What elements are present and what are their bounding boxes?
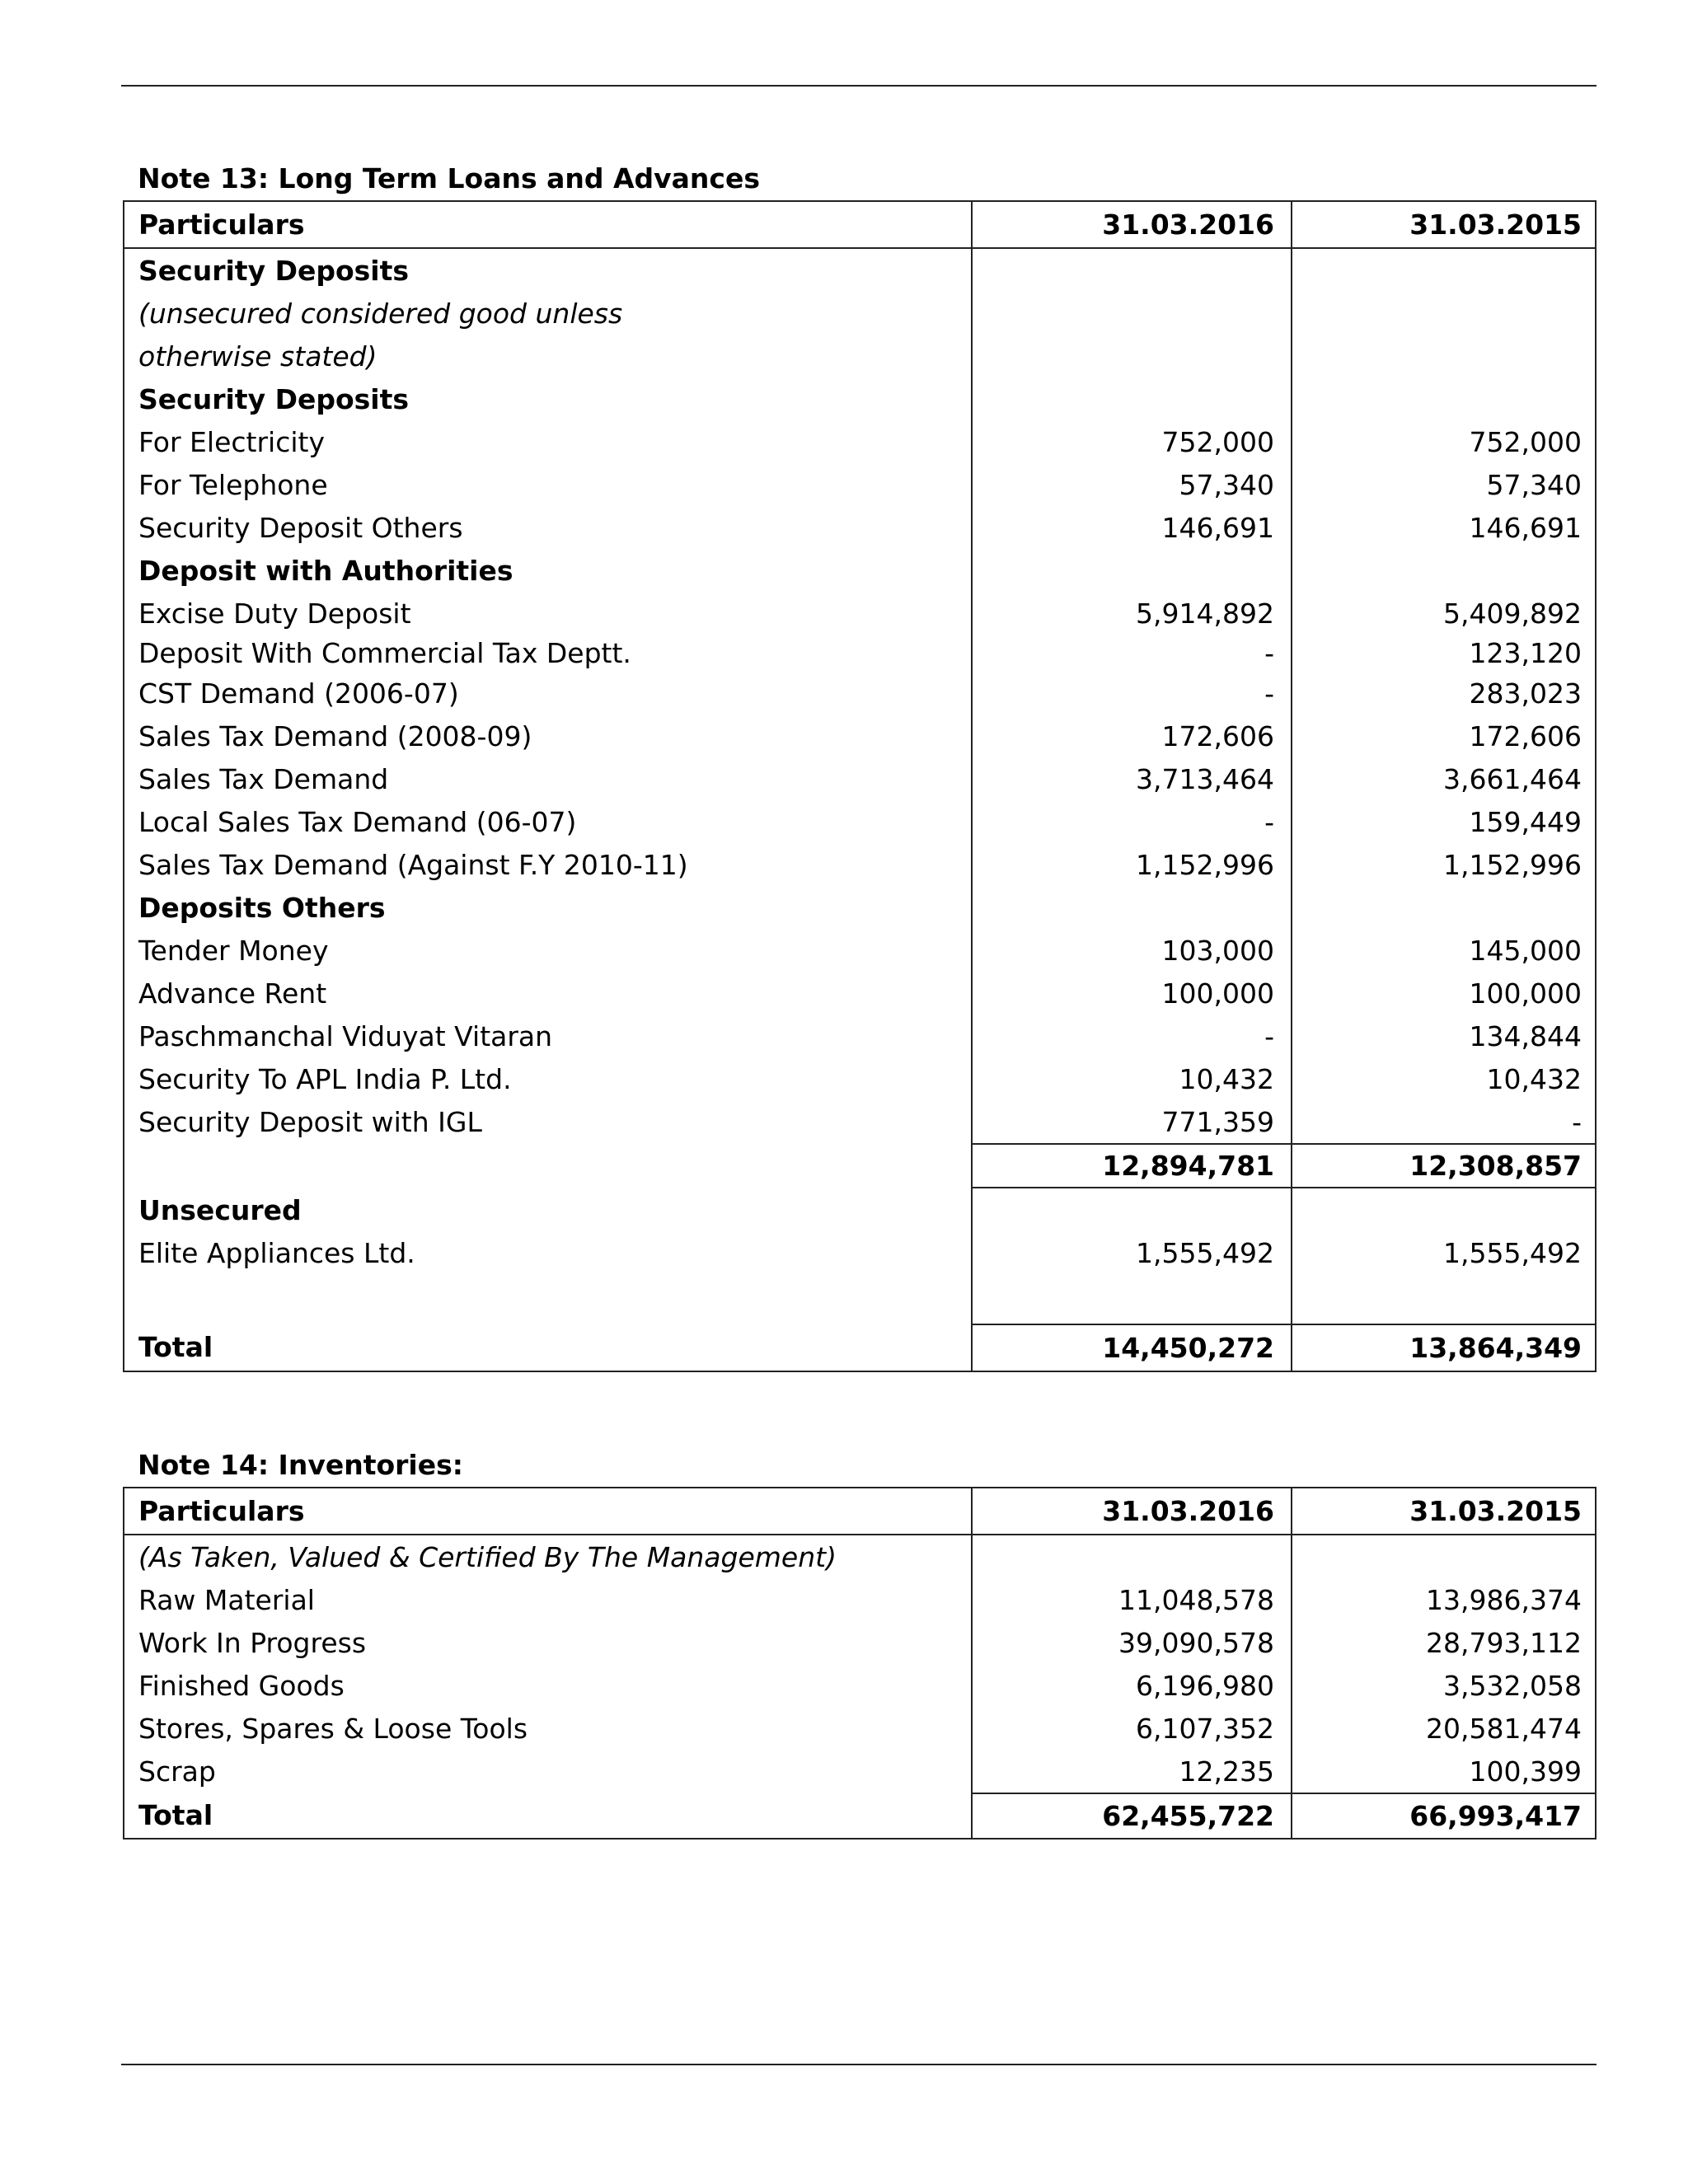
subtotal-2016: 12,894,781 <box>971 1143 1291 1188</box>
table-row <box>124 1535 1595 1578</box>
header-2016: 31.03.2016 <box>971 1488 1291 1534</box>
table-row <box>124 672 1595 715</box>
value-2015 <box>1291 1535 1595 1578</box>
value-2015 <box>1291 549 1595 592</box>
note14-body <box>124 1535 1595 1793</box>
table-row <box>124 715 1595 757</box>
table-row <box>124 972 1595 1015</box>
table-header <box>124 1488 1595 1535</box>
table-row <box>124 420 1595 463</box>
row-label: Sales Tax Demand <box>138 762 389 795</box>
row-label: Paschmanchal Viduyat Vitaran <box>138 1019 553 1052</box>
total-2015: 66,993,417 <box>1291 1793 1595 1838</box>
row-label: Unsecured <box>138 1193 302 1226</box>
value-2015: 172,606 <box>1291 715 1595 757</box>
total-row <box>124 1793 1595 1838</box>
value-2015: 20,581,474 <box>1291 1707 1595 1750</box>
row-label: Security To APL India P. Ltd. <box>138 1062 512 1095</box>
row-label: Deposits Others <box>138 891 386 924</box>
value-2015 <box>1291 886 1595 929</box>
subtotal-2015: 12,308,857 <box>1291 1143 1595 1188</box>
value-2015: 159,449 <box>1291 800 1595 843</box>
bottom-rule <box>121 2064 1597 2065</box>
row-label: Stores, Spares & Loose Tools <box>138 1712 528 1745</box>
row-label: Elite Appliances Ltd. <box>138 1236 415 1269</box>
value-2015: 28,793,112 <box>1291 1621 1595 1664</box>
value-2015: 134,844 <box>1291 1015 1595 1057</box>
value-2016: 10,432 <box>971 1057 1291 1100</box>
row-label: Tender Money <box>138 934 329 967</box>
value-2016: 3,713,464 <box>971 757 1291 800</box>
table-row <box>124 1578 1595 1621</box>
top-rule <box>121 85 1597 87</box>
value-2016 <box>971 886 1291 929</box>
row-label: Security Deposit Others <box>138 511 463 544</box>
value-2015 <box>1291 335 1595 377</box>
value-2016 <box>971 249 1291 292</box>
row-label: CST Demand (2006-07) <box>138 677 459 710</box>
value-2016 <box>971 377 1291 420</box>
total-label: Total <box>138 1331 213 1363</box>
table-row <box>124 886 1595 929</box>
value-2016 <box>971 549 1291 592</box>
value-2016: 146,691 <box>971 506 1291 549</box>
value-2015: 3,661,464 <box>1291 757 1595 800</box>
value-2015: 10,432 <box>1291 1057 1595 1100</box>
header-2015: 31.03.2015 <box>1291 1488 1595 1534</box>
header-2016: 31.03.2016 <box>971 202 1291 247</box>
value-2016: 39,090,578 <box>971 1621 1291 1664</box>
table-row <box>124 1750 1595 1793</box>
value-2015: 123,120 <box>1291 635 1595 672</box>
row-label: For Telephone <box>138 468 328 501</box>
row-label: Scrap <box>138 1755 216 1788</box>
row-label: Deposit with Authorities <box>138 554 513 587</box>
table-row <box>124 463 1595 506</box>
table-row <box>124 506 1595 549</box>
value-2015: 100,000 <box>1291 972 1595 1015</box>
note14-table <box>123 1487 1597 1840</box>
value-2015: 146,691 <box>1291 506 1595 549</box>
value-2016 <box>971 292 1291 335</box>
total-label: Total <box>138 1799 213 1831</box>
table-row <box>124 800 1595 843</box>
value-2016: 100,000 <box>971 972 1291 1015</box>
table-row <box>124 1621 1595 1664</box>
table-row <box>124 1100 1595 1143</box>
value-2015 <box>1291 249 1595 292</box>
value-2016: 752,000 <box>971 420 1291 463</box>
row-label: For Electricity <box>138 425 325 458</box>
row-label: Security Deposits <box>138 382 410 415</box>
value-2016 <box>971 1535 1291 1578</box>
value-2015: 5,409,892 <box>1291 592 1595 635</box>
value-2015: 3,532,058 <box>1291 1664 1595 1707</box>
value-2015: 1,555,492 <box>1291 1231 1595 1274</box>
total-2015: 13,864,349 <box>1291 1324 1595 1371</box>
header-2015: 31.03.2015 <box>1291 202 1595 247</box>
table-row <box>124 635 1595 672</box>
value-2015: 13,986,374 <box>1291 1578 1595 1621</box>
note13-body <box>124 249 1595 1143</box>
table-row <box>124 549 1595 592</box>
row-label: Advance Rent <box>138 977 327 1010</box>
value-2015: 1,152,996 <box>1291 843 1595 886</box>
value-2015: 57,340 <box>1291 463 1595 506</box>
row-label: otherwise stated) <box>138 340 377 373</box>
value-2016: 103,000 <box>971 929 1291 972</box>
row-label: (As Taken, Valued & Certified By The Management) <box>138 1540 837 1573</box>
value-2016: 57,340 <box>971 463 1291 506</box>
value-2016: 1,152,996 <box>971 843 1291 886</box>
row-label: Work In Progress <box>138 1626 367 1659</box>
value-2016: 6,107,352 <box>971 1707 1291 1750</box>
value-2016: 172,606 <box>971 715 1291 757</box>
row-label: Finished Goods <box>138 1669 345 1702</box>
note13-title: Note 13: Long Term Loans and Advances <box>138 162 760 194</box>
table-header <box>124 202 1595 249</box>
total-row <box>124 1324 1595 1371</box>
value-2016: - <box>971 635 1291 672</box>
value-2015: 145,000 <box>1291 929 1595 972</box>
value-2015 <box>1291 1188 1595 1231</box>
note14-title: Note 14: Inventories: <box>138 1449 463 1481</box>
row-label: Deposit With Commercial Tax Deptt. <box>138 637 631 669</box>
value-2016: 12,235 <box>971 1750 1291 1793</box>
value-2016: - <box>971 800 1291 843</box>
table-row <box>124 757 1595 800</box>
value-2016: 771,359 <box>971 1100 1291 1143</box>
subtotal-row <box>124 1143 1595 1188</box>
value-2016: 6,196,980 <box>971 1664 1291 1707</box>
table-row <box>124 292 1595 335</box>
value-2016: 5,914,892 <box>971 592 1291 635</box>
table-row <box>124 377 1595 420</box>
row-label: Excise Duty Deposit <box>138 597 411 630</box>
total-2016: 62,455,722 <box>971 1793 1291 1838</box>
header-particulars: Particulars <box>138 1495 305 1527</box>
table-row <box>124 592 1595 635</box>
value-2015: - <box>1291 1100 1595 1143</box>
value-2016 <box>971 335 1291 377</box>
row-label: Security Deposits <box>138 254 410 287</box>
table-row <box>124 1707 1595 1750</box>
unsecured-body <box>124 1188 1595 1274</box>
value-2016: - <box>971 1015 1291 1057</box>
row-label: Sales Tax Demand (2008-09) <box>138 719 532 752</box>
spacer-row <box>124 1274 1595 1324</box>
value-2016: - <box>971 672 1291 715</box>
table-row <box>124 929 1595 972</box>
value-2015 <box>1291 377 1595 420</box>
value-2015: 100,399 <box>1291 1750 1595 1793</box>
table-row <box>124 249 1595 292</box>
value-2015: 283,023 <box>1291 672 1595 715</box>
value-2016: 1,555,492 <box>971 1231 1291 1274</box>
table-row <box>124 1664 1595 1707</box>
row-label: (unsecured considered good unless <box>138 297 623 330</box>
table-row <box>124 1231 1595 1274</box>
header-particulars: Particulars <box>138 209 305 241</box>
value-2016: 11,048,578 <box>971 1578 1291 1621</box>
note13-table <box>123 200 1597 1372</box>
table-row <box>124 1015 1595 1057</box>
table-row <box>124 1188 1595 1231</box>
row-label: Local Sales Tax Demand (06-07) <box>138 805 577 838</box>
row-label: Raw Material <box>138 1583 315 1616</box>
table-row <box>124 335 1595 377</box>
row-label: Security Deposit with IGL <box>138 1105 482 1138</box>
total-2016: 14,450,272 <box>971 1324 1291 1371</box>
value-2015 <box>1291 292 1595 335</box>
value-2015: 752,000 <box>1291 420 1595 463</box>
value-2016 <box>971 1188 1291 1231</box>
table-row <box>124 843 1595 886</box>
table-row <box>124 1057 1595 1100</box>
row-label: Sales Tax Demand (Against F.Y 2010-11) <box>138 848 688 881</box>
